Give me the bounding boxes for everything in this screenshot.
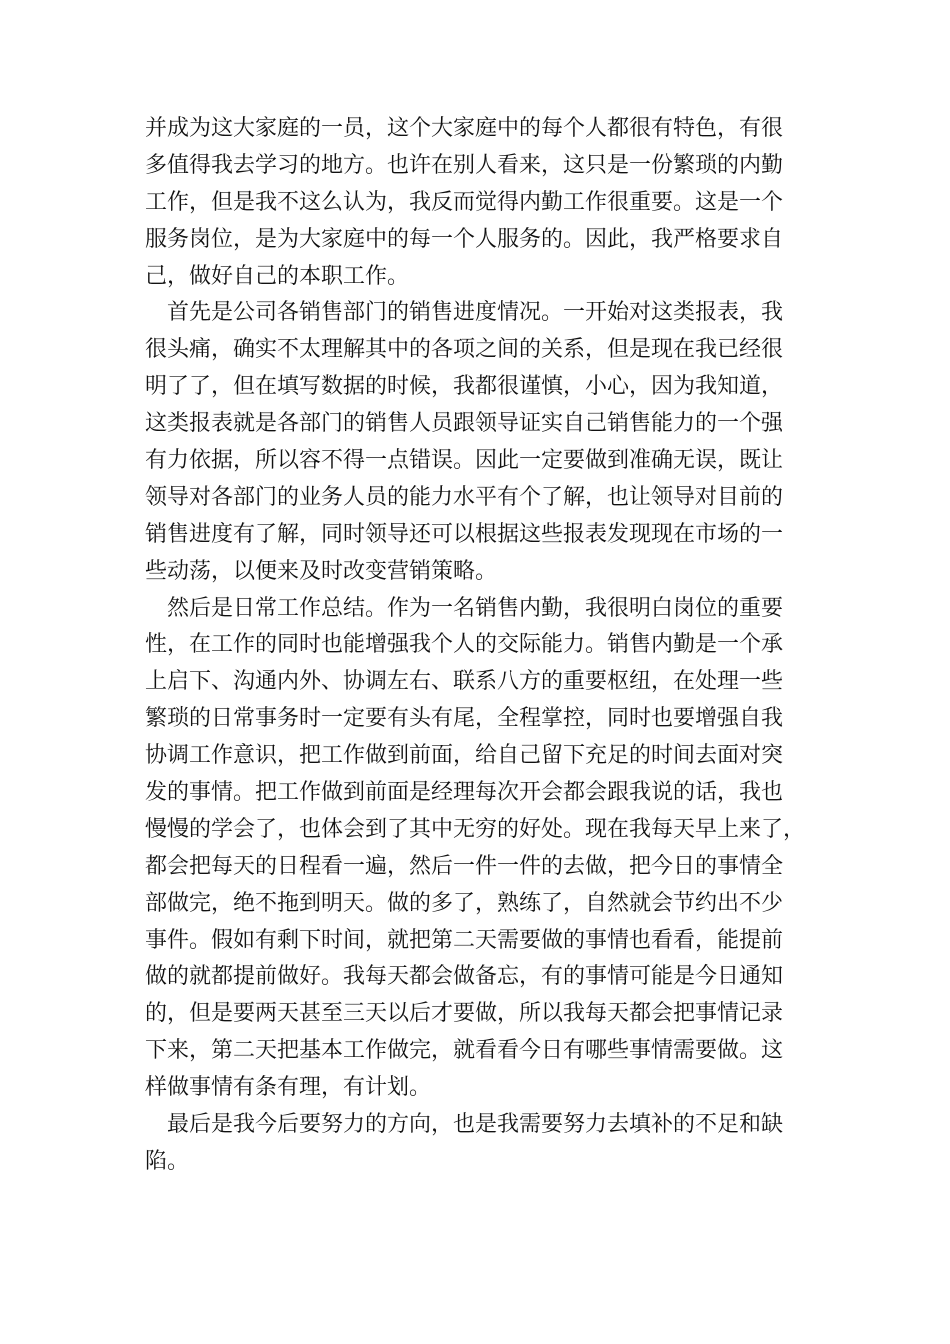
text-line: 多值得我去学习的地方。也许在别人看来，这只是一份繁琐的内勤	[145, 152, 784, 178]
text-line: 然后是日常工作总结。作为一名销售内勤，我很明白岗位的重要	[167, 595, 784, 621]
document-body	[145, 111, 825, 1181]
text-line: 做的就都提前做好。我每天都会做备忘，有的事情可能是今日通知	[145, 964, 784, 990]
text-line: 己，做好自己的本职工作。	[145, 263, 410, 289]
paragraph	[145, 111, 825, 295]
text-line: 服务岗位，是为大家庭中的每一个人服务的。因此，我严格要求自	[145, 226, 784, 252]
text-line: 事件。假如有剩下时间，就把第二天需要做的事情也看看，能提前	[145, 927, 784, 953]
paragraph	[145, 295, 825, 590]
text-line: 有力依据，所以容不得一点错误。因此一定要做到准确无误，既让	[145, 448, 784, 474]
text-line: 繁琐的日常事务时一定要有头有尾，全程掌控，同时也要增强自我	[145, 706, 784, 732]
text-line: 协调工作意识，把工作做到前面，给自己留下充足的时间去面对突	[145, 743, 784, 769]
text-line: 样做事情有条有理，有计划。	[145, 1075, 432, 1101]
text-line: 发的事情。把工作做到前面是经理每次开会都会跟我说的话，我也	[145, 780, 784, 806]
text-line: 的，但是要两天甚至三天以后才要做，所以我每天都会把事情记录	[145, 1001, 784, 1027]
text-line: 很头痛，确实不太理解其中的各项之间的关系，但是现在我已经很	[145, 337, 784, 363]
paragraph	[145, 591, 825, 1107]
text-line: 明了了，但在填写数据的时候，我都很谨慎，小心，因为我知道，	[145, 374, 784, 400]
text-line: 工作，但是我不这么认为，我反而觉得内勤工作很重要。这是一个	[145, 189, 784, 215]
text-line: 并成为这大家庭的一员，这个大家庭中的每个人都很有特色，有很	[145, 116, 784, 141]
text-line: 些动荡，以便来及时改变营销策略。	[145, 558, 498, 584]
text-line: 慢慢的学会了，也体会到了其中无穷的好处。现在我每天早上来了，	[145, 816, 806, 842]
text-line: 性，在工作的同时也能增强我个人的交际能力。销售内勤是一个承	[145, 632, 784, 658]
text-line: 下来，第二天把基本工作做完，就看看今日有哪些事情需要做。这	[145, 1038, 784, 1064]
text-line: 销售进度有了解，同时领导还可以根据这些报表发现现在市场的一	[145, 521, 784, 547]
text-line: 上启下、沟通内外、协调左右、联系八方的重要枢纽，在处理一些	[145, 669, 784, 695]
text-line: 陷。	[145, 1148, 190, 1174]
text-line: 首先是公司各销售部门的销售进度情况。一开始对这类报表，我	[167, 300, 784, 326]
text-line: 部做完，绝不拖到明天。做的多了，熟练了，自然就会节约出不少	[145, 890, 784, 916]
text-line: 这类报表就是各部门的销售人员跟领导证实自己销售能力的一个强	[145, 411, 784, 437]
text-line: 最后是我今后要努力的方向，也是我需要努力去填补的不足和缺	[167, 1112, 784, 1138]
text-line: 领导对各部门的业务人员的能力水平有个了解，也让领导对目前的	[145, 484, 784, 510]
text-line: 都会把每天的日程看一遍，然后一件一件的去做，把今日的事情全	[145, 853, 784, 879]
paragraph	[145, 1107, 825, 1181]
